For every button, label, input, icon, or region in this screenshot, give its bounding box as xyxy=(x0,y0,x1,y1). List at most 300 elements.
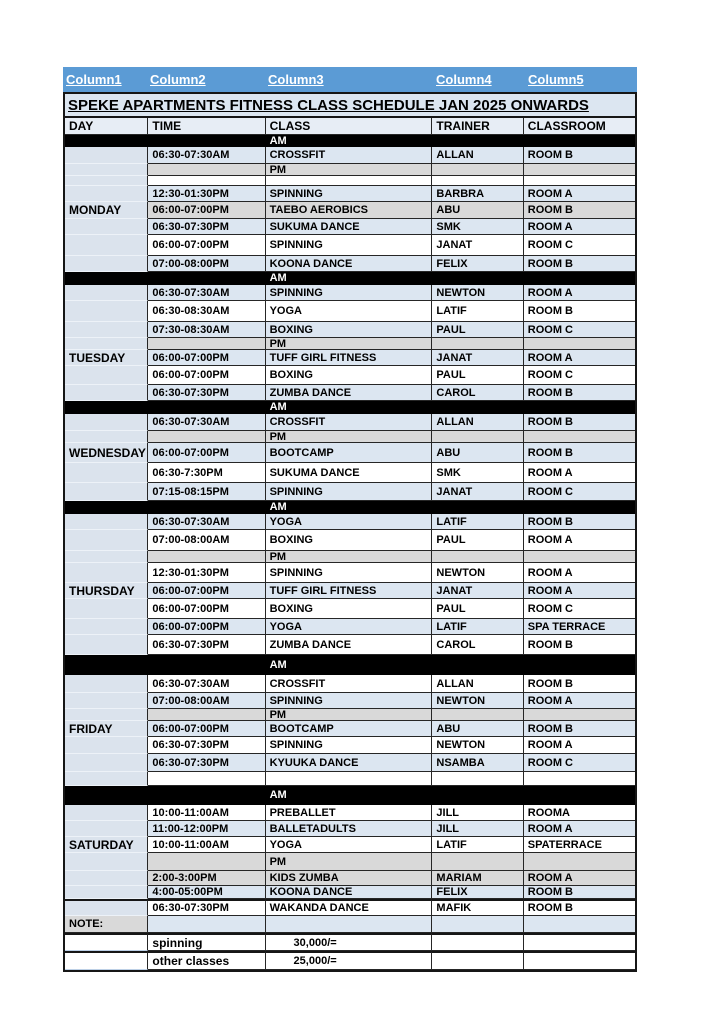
trainer-cell xyxy=(432,709,523,721)
trainer-cell: CAROL xyxy=(432,635,523,655)
day-cell xyxy=(65,551,148,563)
time-cell xyxy=(148,772,265,786)
trainer-cell: SMK xyxy=(432,219,523,235)
classroom-cell: ROOM C xyxy=(524,235,635,256)
classroom-column-header: CLASSROOM xyxy=(524,118,635,135)
time-cell: 06:00-07:00PM xyxy=(148,599,265,619)
am-label: AM xyxy=(266,655,433,675)
time-cell xyxy=(148,338,265,350)
trainer-cell xyxy=(432,951,523,970)
trainer-cell: JANAT xyxy=(432,235,523,256)
classroom-cell: ROOMA xyxy=(524,805,635,821)
schedule-row xyxy=(65,350,635,366)
trainer-cell xyxy=(432,933,523,951)
time-cell: 06:30-07:30PM xyxy=(148,737,265,754)
schedule-row xyxy=(65,871,635,886)
trainer-cell: NEWTON xyxy=(432,693,523,709)
time-cell xyxy=(148,501,265,514)
pm-separator-row xyxy=(65,853,635,871)
schedule-row xyxy=(65,635,635,655)
class-cell: TUFF GIRL FITNESS xyxy=(266,350,433,366)
classroom-cell xyxy=(524,786,635,805)
trainer-cell: LATIF xyxy=(432,837,523,853)
day-cell xyxy=(65,675,148,693)
trainer-cell xyxy=(432,916,523,933)
day-cell xyxy=(65,737,148,754)
time-column-header: TIME xyxy=(148,118,265,135)
classroom-cell: ROOM B xyxy=(524,202,635,219)
day-cell xyxy=(65,147,148,164)
classroom-cell: ROOM A xyxy=(524,563,635,583)
class-column-header: CLASS xyxy=(266,118,433,135)
schedule-row xyxy=(65,256,635,272)
trainer-cell: NEWTON xyxy=(432,737,523,754)
trainer-cell: ABU xyxy=(432,443,523,463)
time-cell xyxy=(148,853,265,871)
time-cell xyxy=(148,551,265,563)
class-cell: KYUUKA DANCE xyxy=(266,754,433,772)
class-cell: WAKANDA DANCE xyxy=(266,899,433,916)
class-cell: SPINNING xyxy=(266,235,433,256)
note-row xyxy=(65,916,635,933)
trainer-cell: JILL xyxy=(432,821,523,837)
trainer-cell: JANAT xyxy=(432,583,523,599)
schedule-row xyxy=(65,414,635,431)
class-cell: YOGA xyxy=(266,514,433,530)
classroom-cell: ROOM B xyxy=(524,443,635,463)
classroom-cell: ROOM B xyxy=(524,899,635,916)
classroom-cell: ROOM B xyxy=(524,147,635,164)
classroom-cell: ROOM C xyxy=(524,483,635,501)
table-title: SPEKE APARTMENTS FITNESS CLASS SCHEDULE JAN 2025 ONWARDS xyxy=(65,94,635,118)
empty-row xyxy=(65,176,635,186)
day-cell xyxy=(65,786,148,805)
price-row xyxy=(65,951,635,970)
class-cell: ZUMBA DANCE xyxy=(266,385,433,401)
schedule-row xyxy=(65,583,635,599)
day-cell xyxy=(65,619,148,635)
day-cell xyxy=(65,501,148,514)
time-cell: 06:30-07:30AM xyxy=(148,285,265,301)
day-cell xyxy=(65,530,148,551)
day-cell xyxy=(65,772,148,786)
trainer-cell xyxy=(432,786,523,805)
schedule-row xyxy=(65,202,635,219)
column-header-bar xyxy=(63,67,637,92)
day-cell: MONDAY xyxy=(65,202,148,219)
day-cell xyxy=(65,366,148,385)
day-cell xyxy=(65,285,148,301)
schedule-row xyxy=(65,186,635,202)
classroom-cell: ROOM B xyxy=(524,635,635,655)
trainer-cell: LATIF xyxy=(432,301,523,322)
schedule-row xyxy=(65,899,635,916)
time-cell: 06:00-07:00PM xyxy=(148,202,265,219)
trainer-cell: FELIX xyxy=(432,886,523,899)
pm-label: PM xyxy=(266,431,433,443)
schedule-row xyxy=(65,285,635,301)
day-cell xyxy=(65,709,148,721)
class-cell: SUKUMA DANCE xyxy=(266,219,433,235)
classroom-cell: ROOM C xyxy=(524,599,635,619)
class-cell: ZUMBA DANCE xyxy=(266,635,433,655)
time-cell: 07:15-08:15PM xyxy=(148,483,265,501)
day-cell xyxy=(65,401,148,414)
day-cell: FRIDAY xyxy=(65,721,148,737)
schedule-rows xyxy=(65,135,635,970)
time-cell: 06:30-07:30PM xyxy=(148,219,265,235)
schedule-row xyxy=(65,805,635,821)
classroom-cell: ROOM A xyxy=(524,693,635,709)
class-cell: SPINNING xyxy=(266,737,433,754)
time-cell: 2:00-3:00PM xyxy=(148,871,265,886)
pm-label: PM xyxy=(266,853,433,871)
day-cell xyxy=(65,853,148,871)
trainer-cell: NSAMBA xyxy=(432,754,523,772)
class-cell: TUFF GIRL FITNESS xyxy=(266,583,433,599)
trainer-cell xyxy=(432,772,523,786)
time-cell: 4:00-05:00PM xyxy=(148,886,265,899)
classroom-cell: ROOM A xyxy=(524,285,635,301)
column3-header-link[interactable]: Column3 xyxy=(268,72,324,87)
trainer-cell: CAROL xyxy=(432,385,523,401)
classroom-cell xyxy=(524,772,635,786)
column2-header-link[interactable]: Column2 xyxy=(150,72,206,87)
trainer-cell: BARBRA xyxy=(432,186,523,202)
time-cell: 06:30-07:30PM xyxy=(148,754,265,772)
day-cell xyxy=(65,176,148,186)
trainer-cell: JILL xyxy=(432,805,523,821)
trainer-cell: ABU xyxy=(432,202,523,219)
time-cell: 06:00-07:00PM xyxy=(148,443,265,463)
day-cell xyxy=(65,272,148,285)
time-cell: 06:30-07:30PM xyxy=(148,385,265,401)
class-cell: BOOTCAMP xyxy=(266,721,433,737)
time-cell: 06:00-07:00PM xyxy=(148,583,265,599)
pm-separator-row xyxy=(65,431,635,443)
classroom-cell: ROOM A xyxy=(524,463,635,483)
class-cell: SPINNING xyxy=(266,285,433,301)
classroom-cell: ROOM B xyxy=(524,301,635,322)
time-cell: 06:30-07:30AM xyxy=(148,675,265,693)
day-cell xyxy=(65,463,148,483)
column5-header-link[interactable]: Column5 xyxy=(528,72,584,87)
classroom-cell: ROOM C xyxy=(524,366,635,385)
classroom-cell: ROOM B xyxy=(524,675,635,693)
schedule-row xyxy=(65,837,635,853)
classroom-cell xyxy=(524,431,635,443)
day-cell xyxy=(65,322,148,338)
day-cell xyxy=(65,635,148,655)
class-cell xyxy=(266,176,433,186)
class-cell: BOOTCAMP xyxy=(266,443,433,463)
trainer-cell xyxy=(432,338,523,350)
schedule-row xyxy=(65,737,635,754)
trainer-cell: ALLAN xyxy=(432,147,523,164)
price-item-label: spinning xyxy=(148,933,265,951)
schedule-row xyxy=(65,147,635,164)
pm-label: PM xyxy=(266,164,433,176)
trainer-cell xyxy=(432,176,523,186)
day-cell xyxy=(65,164,148,176)
schedule-row xyxy=(65,599,635,619)
classroom-cell: ROOM A xyxy=(524,530,635,551)
trainer-cell: ALLAN xyxy=(432,675,523,693)
trainer-cell: ALLAN xyxy=(432,414,523,431)
time-cell xyxy=(148,272,265,285)
pm-label: PM xyxy=(266,551,433,563)
day-cell xyxy=(65,754,148,772)
schedule-row xyxy=(65,886,635,899)
class-cell xyxy=(266,916,433,933)
schedule-row xyxy=(65,563,635,583)
schedule-row xyxy=(65,301,635,322)
trainer-cell xyxy=(432,655,523,675)
trainer-cell: JANAT xyxy=(432,350,523,366)
schedule-row xyxy=(65,443,635,463)
trainer-cell xyxy=(432,551,523,563)
schedule-row xyxy=(65,675,635,693)
trainer-cell: PAUL xyxy=(432,366,523,385)
trainer-cell: FELIX xyxy=(432,256,523,272)
price-row xyxy=(65,933,635,951)
am-separator-row xyxy=(65,272,635,285)
schedule-row xyxy=(65,322,635,338)
day-cell xyxy=(65,951,148,970)
schedule-row xyxy=(65,385,635,401)
day-cell xyxy=(65,514,148,530)
classroom-cell: ROOM A xyxy=(524,219,635,235)
time-cell: 10:00-11:00AM xyxy=(148,837,265,853)
classroom-cell xyxy=(524,401,635,414)
day-cell xyxy=(65,186,148,202)
schedule-row xyxy=(65,483,635,501)
schedule-row xyxy=(65,219,635,235)
trainer-cell: MARIAM xyxy=(432,871,523,886)
classroom-cell: ROOM C xyxy=(524,322,635,338)
class-cell: BOXING xyxy=(266,366,433,385)
schedule-row xyxy=(65,463,635,483)
time-cell: 06:00-07:00PM xyxy=(148,350,265,366)
am-separator-row xyxy=(65,786,635,805)
trainer-cell: NEWTON xyxy=(432,285,523,301)
pm-separator-row xyxy=(65,164,635,176)
classroom-cell: ROOM B xyxy=(524,256,635,272)
am-label: AM xyxy=(266,786,433,805)
am-separator-row xyxy=(65,501,635,514)
day-cell: SATURDAY xyxy=(65,837,148,853)
schedule-row xyxy=(65,754,635,772)
day-cell xyxy=(65,235,148,256)
day-cell: THURSDAY xyxy=(65,583,148,599)
classroom-cell: SPATERRACE xyxy=(524,837,635,853)
classroom-cell xyxy=(524,338,635,350)
price-item-value: 25,000/= xyxy=(266,951,433,970)
classroom-cell: ROOM B xyxy=(524,414,635,431)
day-column-header: DAY xyxy=(65,118,148,135)
trainer-cell: PAUL xyxy=(432,322,523,338)
time-cell: 11:00-12:00PM xyxy=(148,821,265,837)
class-cell: CROSSFIT xyxy=(266,414,433,431)
trainer-cell xyxy=(432,401,523,414)
time-cell: 06:00-07:00PM xyxy=(148,721,265,737)
time-cell xyxy=(148,135,265,147)
column1-header-link[interactable]: Column1 xyxy=(66,72,122,87)
trainer-cell: LATIF xyxy=(432,619,523,635)
day-cell xyxy=(65,871,148,886)
day-cell xyxy=(65,414,148,431)
price-item-value: 30,000/= xyxy=(266,933,433,951)
class-cell: SPINNING xyxy=(266,186,433,202)
schedule-row xyxy=(65,721,635,737)
schedule-row xyxy=(65,514,635,530)
trainer-cell: LATIF xyxy=(432,514,523,530)
schedule-row xyxy=(65,235,635,256)
class-cell: BOXING xyxy=(266,599,433,619)
day-cell xyxy=(65,563,148,583)
classroom-cell: ROOM B xyxy=(524,721,635,737)
time-cell: 07:30-08:30AM xyxy=(148,322,265,338)
trainer-column-header: TRAINER xyxy=(432,118,523,135)
class-cell: KOONA DANCE xyxy=(266,256,433,272)
day-cell xyxy=(65,599,148,619)
trainer-cell xyxy=(432,501,523,514)
schedule-row xyxy=(65,619,635,635)
time-cell xyxy=(148,916,265,933)
class-cell: YOGA xyxy=(266,619,433,635)
trainer-cell: JANAT xyxy=(432,483,523,501)
speke-schedule-sheet xyxy=(63,67,637,972)
class-cell: BOXING xyxy=(266,322,433,338)
time-cell xyxy=(148,164,265,176)
schedule-row xyxy=(65,530,635,551)
trainer-cell xyxy=(432,135,523,147)
day-cell xyxy=(65,483,148,501)
classroom-cell: ROOM A xyxy=(524,821,635,837)
class-cell: SPINNING xyxy=(266,483,433,501)
classroom-cell xyxy=(524,164,635,176)
time-cell: 06:00-07:00PM xyxy=(148,619,265,635)
time-cell: 10:00-11:00AM xyxy=(148,805,265,821)
class-cell: BOXING xyxy=(266,530,433,551)
pm-separator-row xyxy=(65,551,635,563)
class-cell xyxy=(266,772,433,786)
time-cell xyxy=(148,431,265,443)
trainer-cell: ABU xyxy=(432,721,523,737)
day-cell xyxy=(65,933,148,951)
time-cell: 12:30-01:30PM xyxy=(148,186,265,202)
am-separator-row xyxy=(65,135,635,147)
time-cell: 06:30-07:30PM xyxy=(148,899,265,916)
schedule-row xyxy=(65,693,635,709)
day-cell: WEDNESDAY xyxy=(65,443,148,463)
classroom-cell xyxy=(524,709,635,721)
classroom-cell: ROOM A xyxy=(524,583,635,599)
classroom-cell: ROOM B xyxy=(524,886,635,899)
time-cell xyxy=(148,176,265,186)
time-cell: 06:30-07:30AM xyxy=(148,514,265,530)
trainer-cell xyxy=(432,272,523,285)
trainer-cell: MAFIK xyxy=(432,899,523,916)
day-cell xyxy=(65,219,148,235)
column4-header-link[interactable]: Column4 xyxy=(436,72,492,87)
time-cell: 06:30-08:30AM xyxy=(148,301,265,322)
time-cell xyxy=(148,786,265,805)
class-cell: TAEBO AEROBICS xyxy=(266,202,433,219)
time-cell: 06:30-07:30AM xyxy=(148,414,265,431)
time-cell: 12:30-01:30PM xyxy=(148,563,265,583)
day-cell xyxy=(65,693,148,709)
classroom-cell: ROOM B xyxy=(524,514,635,530)
day-cell xyxy=(65,256,148,272)
time-cell: 07:00-08:00AM xyxy=(148,530,265,551)
time-cell: 07:00-08:00PM xyxy=(148,256,265,272)
day-cell xyxy=(65,135,148,147)
day-cell xyxy=(65,899,148,916)
classroom-cell: ROOM A xyxy=(524,737,635,754)
class-cell: SPINNING xyxy=(266,563,433,583)
day-cell xyxy=(65,431,148,443)
class-cell: KIDS ZUMBA xyxy=(266,871,433,886)
classroom-cell xyxy=(524,933,635,951)
classroom-cell xyxy=(524,916,635,933)
trainer-cell: PAUL xyxy=(432,530,523,551)
time-cell: 07:00-08:00AM xyxy=(148,693,265,709)
am-label: AM xyxy=(266,401,433,414)
day-cell xyxy=(65,385,148,401)
time-cell: 06:30-7:30PM xyxy=(148,463,265,483)
classroom-cell: ROOM A xyxy=(524,350,635,366)
trainer-cell: PAUL xyxy=(432,599,523,619)
am-label: AM xyxy=(266,272,433,285)
classroom-cell xyxy=(524,655,635,675)
trainer-cell xyxy=(432,431,523,443)
note-label: NOTE: xyxy=(65,916,148,933)
day-cell xyxy=(65,655,148,675)
classroom-cell xyxy=(524,551,635,563)
day-cell xyxy=(65,805,148,821)
pm-separator-row xyxy=(65,709,635,721)
day-cell xyxy=(65,338,148,350)
am-label: AM xyxy=(266,135,433,147)
class-cell: KOONA DANCE xyxy=(266,886,433,899)
time-cell: 06:30-07:30AM xyxy=(148,147,265,164)
am-separator-row xyxy=(65,401,635,414)
trainer-cell xyxy=(432,164,523,176)
class-cell: SUKUMA DANCE xyxy=(266,463,433,483)
price-item-label: other classes xyxy=(148,951,265,970)
pm-label: PM xyxy=(266,709,433,721)
day-cell: TUESDAY xyxy=(65,350,148,366)
schedule-row xyxy=(65,366,635,385)
trainer-cell xyxy=(432,853,523,871)
classroom-cell: ROOM A xyxy=(524,186,635,202)
trainer-cell: NEWTON xyxy=(432,563,523,583)
classroom-cell xyxy=(524,951,635,970)
schedule-table xyxy=(63,92,637,972)
time-cell xyxy=(148,709,265,721)
classroom-cell: ROOM A xyxy=(524,871,635,886)
time-cell xyxy=(148,655,265,675)
column-headers-row xyxy=(65,118,635,135)
classroom-cell: SPA TERRACE xyxy=(524,619,635,635)
day-cell xyxy=(65,821,148,837)
day-cell xyxy=(65,886,148,899)
class-cell: YOGA xyxy=(266,301,433,322)
time-cell: 06:00-07:00PM xyxy=(148,366,265,385)
classroom-cell xyxy=(524,135,635,147)
time-cell: 06:00-07:00PM xyxy=(148,235,265,256)
